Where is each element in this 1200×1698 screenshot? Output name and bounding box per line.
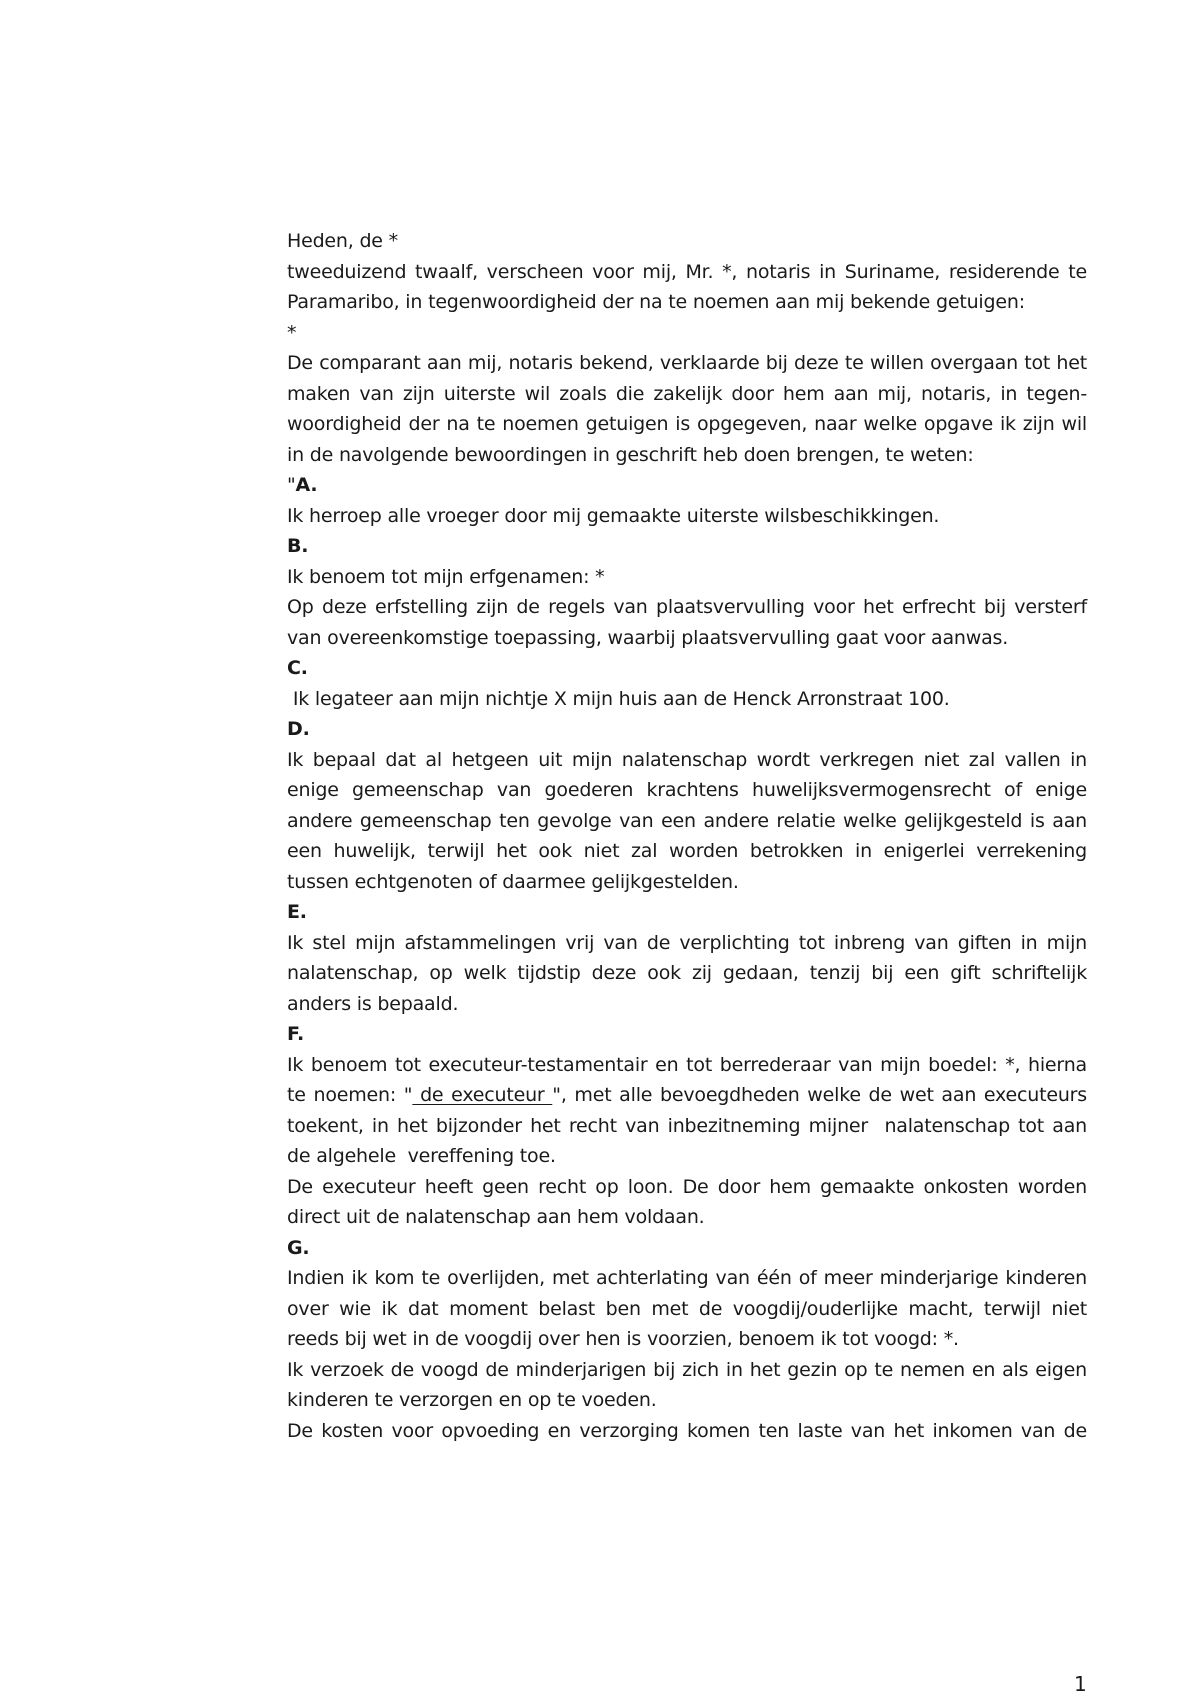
intro-paragraph: tweeduizend twaalf, verscheen voor mij, Mr. *, notaris in Suriname, residerende te Paramaribo, in tegenwoordigheid der na te noemen aan mij bekende getuigen: <box>287 260 1087 313</box>
section-b-heading: B. <box>287 535 309 557</box>
section-f-text-2: De executeur heeft geen recht op loon. De door hem gemaakte onkosten worden direct uit de nalatenschap aan hem voldaan. <box>287 1175 1087 1228</box>
section-g-text-2: Ik verzoek de voogd de minderjarigen bij zich in het gezin op te nemen en als eigen kinderen te verzorgen en op te voeden. <box>287 1358 1087 1411</box>
document-body <box>287 226 1093 1446</box>
section-d-text: Ik bepaal dat al hetgeen uit mijn nalatenschap wordt verkregen niet zal vallen in enige gemeenschap van goederen krachtens huwelijksvermogensrecht of enige andere gemeenschap ten gevolge van een andere relatie welke gelijkgesteld is aan een huwelijk, terwijl het ook niet zal worden betrokken in enigerlei verrekening tussen echtgenoten of daarmee gelijkgestelden. <box>287 748 1087 893</box>
section-e-text: Ik stel mijn afstammelingen vrij van de verplichting tot inbreng van giften in mijn nalatenschap, op welk tijdstip deze ook zij gedaan, tenzij bij een gift schriftelijk anders is bepaald. <box>287 931 1087 1015</box>
section-f-text-1 <box>287 1050 1093 1172</box>
page-number: 1 <box>1074 1672 1087 1696</box>
section-c-heading: C. <box>287 657 308 679</box>
section-g-text-3: De kosten voor opvoeding en verzorging komen ten laste van het inkomen van de <box>287 1419 1087 1442</box>
section-b-text-2: Op deze erfstelling zijn de regels van plaatsvervulling voor het erfrecht bij versterf van overeenkomstige toepassing, waarbij plaatsvervulling gaat voor aanwas. <box>287 596 1087 649</box>
section-a-heading: A. <box>295 474 318 496</box>
section-c-text: Ik legateer aan mijn nichtje X mijn huis aan de Henck Arronstraat 100. <box>287 687 950 710</box>
section-a-heading-line <box>287 470 1087 501</box>
section-b-text-1: Ik benoem tot mijn erfgenamen: * <box>287 565 605 588</box>
section-f-text-before: Ik benoem tot executeur-testamentair en tot berrederaar van mijn boedel: *, hierna te noemen: " <box>287 1053 1093 1106</box>
section-a-text: Ik herroep alle vroeger door mij gemaakte uiterste wilsbeschikkingen. <box>287 504 940 527</box>
section-g-text-1: Indien ik kom te overlijden, met achterlating van één of meer minderjarige kinderen over wie ik dat moment belast ben met de voogdij/ouderlijke macht, terwijl niet reeds bij wet in de voogdij over hen is voorzien, benoem ik tot voogd: *. <box>287 1267 1087 1350</box>
opening-quote: " <box>287 474 296 496</box>
opening-line: Heden, de * <box>287 230 398 252</box>
section-f-text-after: ", met alle bevoegdheden welke de wet aan executeurs toekent, in het bijzonder het recht van inbezitneming mijner nalatenschap tot aan de algehele vereffening toe. <box>287 1084 1093 1167</box>
section-g-heading: G. <box>287 1236 310 1259</box>
witness-placeholder: * <box>287 321 297 344</box>
declaration-paragraph: De comparant aan mij, notaris bekend, verklaarde bij deze te willen overgaan tot het maken van zijn uiterste wil zoals die zakelijk door hem aan mij, notaris, in tegen-woordigheid der na te noemen getuigen is opgegeven, naar welke opgave ik zijn wil in de navolgende bewoordingen in geschrift heb doen brengen, te weten: <box>287 352 1087 466</box>
executeur-term: de executeur <box>412 1084 553 1106</box>
section-e-heading: E. <box>287 901 307 923</box>
section-d-heading: D. <box>287 718 310 740</box>
section-f-heading: F. <box>287 1023 305 1045</box>
